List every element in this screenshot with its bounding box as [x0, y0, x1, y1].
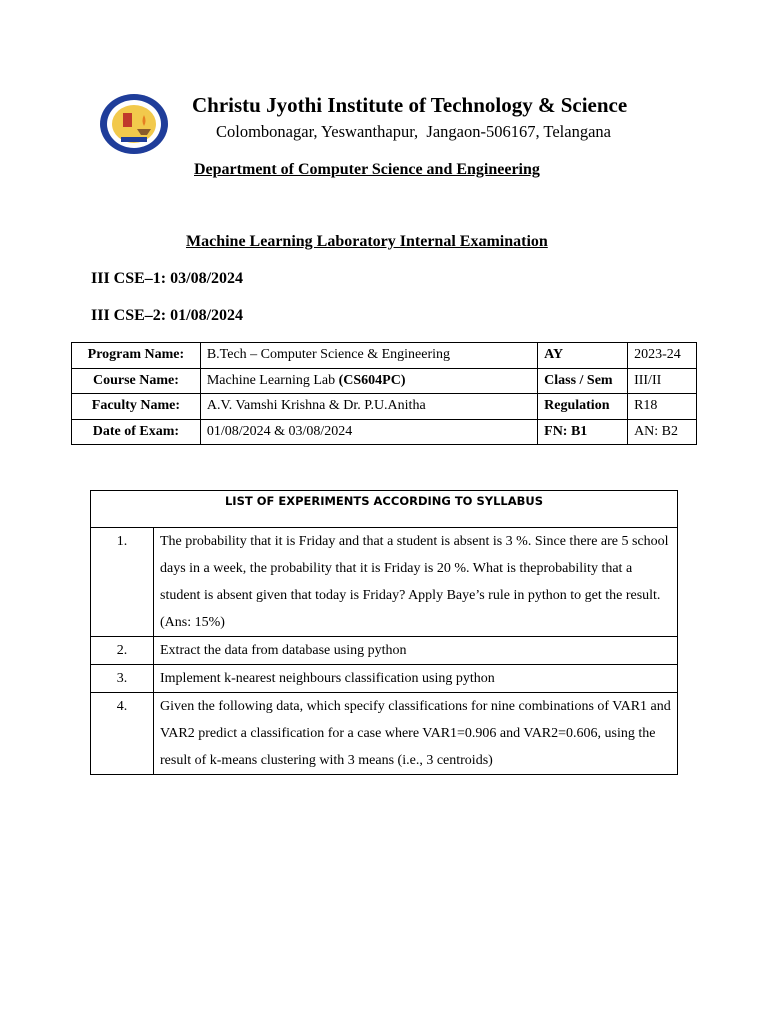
table-row	[72, 368, 697, 394]
experiment-number: 1.	[91, 528, 154, 637]
date-label: Date of Exam:	[72, 419, 201, 445]
experiments-heading: LIST OF EXPERIMENTS ACCORDING TO SYLLABUS	[91, 491, 678, 528]
college-logo	[99, 93, 169, 155]
course-value: Machine Learning Lab	[206, 372, 339, 388]
regulation-value: R18	[628, 394, 697, 420]
experiment-text: Extract the data from database using python	[154, 637, 678, 665]
institute-name: Christu Jyothi Institute of Technology & Science	[192, 93, 628, 117]
class-label: Class / Sem	[538, 368, 628, 394]
table-row	[72, 394, 697, 420]
course-code: (CS604PC)	[338, 372, 406, 388]
college-emblem-icon	[99, 93, 169, 155]
batch-2-date: III CSE–2: 01/08/2024	[91, 307, 244, 324]
experiment-number: 2.	[91, 637, 154, 665]
exam-title: Machine Learning Laboratory Internal Examination	[186, 233, 548, 250]
course-label: Course Name:	[72, 368, 201, 394]
table-row	[72, 419, 697, 445]
regulation-label: Regulation	[538, 394, 628, 420]
course-value-cell	[200, 368, 537, 394]
institute-address: Colombonagar, Yeswanthapur, Jangaon-506167, Telangana	[216, 122, 611, 141]
ay-value: 2023-24	[628, 343, 697, 369]
table-row	[91, 637, 678, 665]
program-label: Program Name:	[72, 343, 201, 369]
program-value: B.Tech – Computer Science & Engineering	[200, 343, 537, 369]
experiment-text: The probability that it is Friday and that a student is absent is 3 %. Since there are 5 school days in a week, the probability that it is Friday is 20 %. What is theprobability that a student is absent given that today is Friday? Apply Baye’s rule in python to get the result. (Ans: 15%)	[154, 528, 678, 637]
course-info-table	[71, 342, 697, 445]
department-name: Department of Computer Science and Engineering	[194, 161, 540, 178]
batch-1-date: III CSE–1: 03/08/2024	[91, 270, 244, 287]
faculty-label: Faculty Name:	[72, 394, 201, 420]
experiment-text: Given the following data, which specify classifications for nine combinations of VAR1 and VAR2 predict a classification for a case where VAR1=0.906 and VAR2=0.606, using the result of k-means clustering with 3 means (i.e., 3 centroids)	[154, 693, 678, 775]
experiments-table	[90, 490, 678, 775]
an-session: AN: B2	[628, 419, 697, 445]
table-row	[91, 665, 678, 693]
faculty-value: A.V. Vamshi Krishna & Dr. P.U.Anitha	[200, 394, 537, 420]
class-value: III/II	[628, 368, 697, 394]
table-row	[91, 693, 678, 775]
table-row	[91, 528, 678, 637]
fn-session: FN: B1	[538, 419, 628, 445]
date-value: 01/08/2024 & 03/08/2024	[200, 419, 537, 445]
ay-label: AY	[538, 343, 628, 369]
table-header-row	[91, 491, 678, 528]
experiment-number: 3.	[91, 665, 154, 693]
table-row	[72, 343, 697, 369]
experiment-number: 4.	[91, 693, 154, 775]
experiment-text: Implement k-nearest neighbours classification using python	[154, 665, 678, 693]
